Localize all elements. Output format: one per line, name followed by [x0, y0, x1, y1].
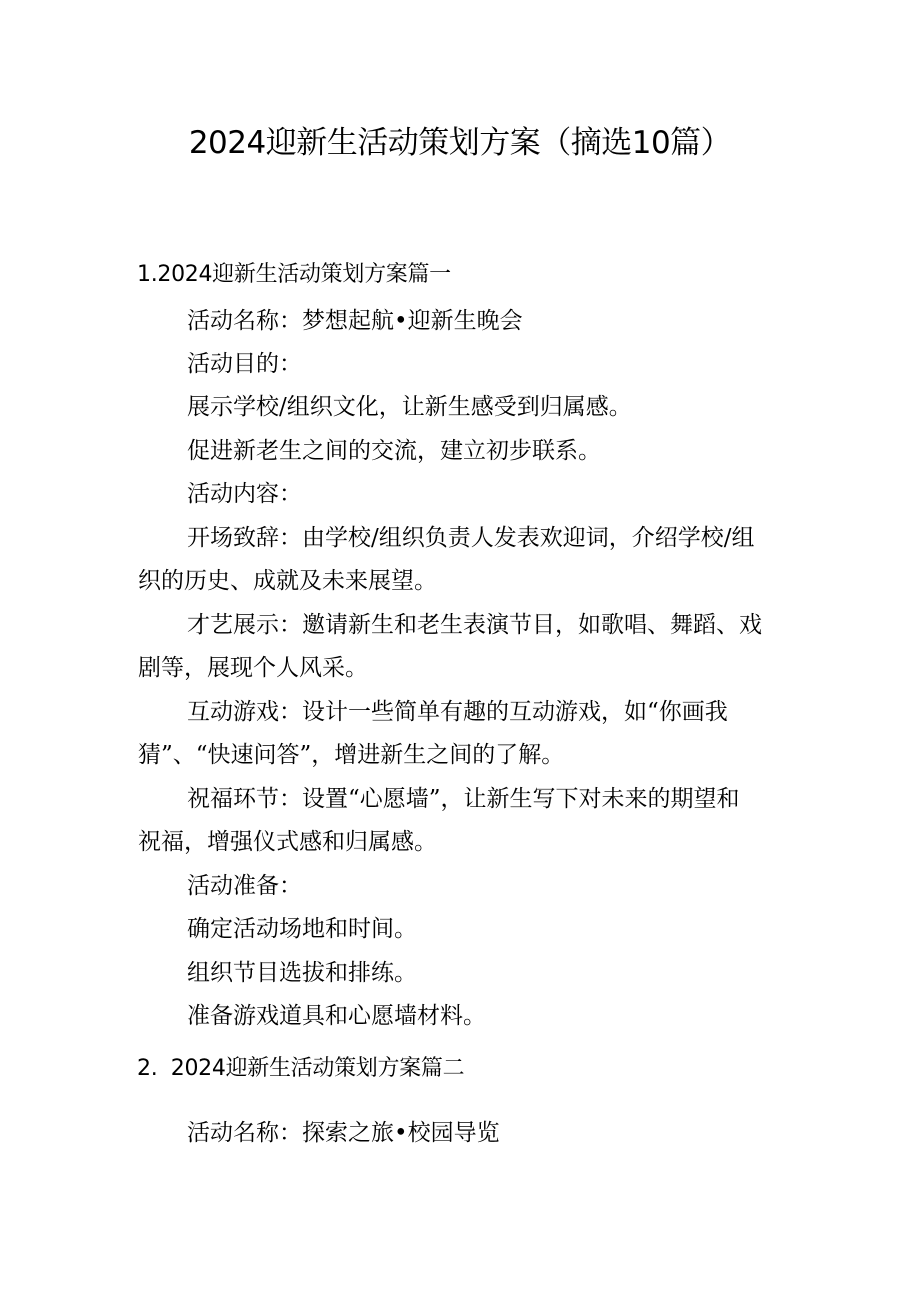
paragraph-line: 活动名称：探索之旅•校园导览 — [187, 1120, 500, 1146]
paragraph-line: 组织节目选拔和排练。 — [187, 960, 417, 986]
paragraph-line: 祝福环节：设置“心愿墙”，让新生写下对未来的期望和 — [187, 786, 740, 812]
paragraph-line: 剧等，展现个人风采。 — [138, 655, 368, 681]
paragraph-line: 开场致辞：由学校/组织负责人发表欢迎词，介绍学校/组 — [187, 525, 755, 551]
paragraph-line: 促进新老生之间的交流，建立初步联系。 — [187, 438, 601, 464]
paragraph-line: 祝福，增强仪式感和归属感。 — [138, 829, 437, 855]
paragraph-line: 准备游戏道具和心愿墙材料。 — [187, 1003, 486, 1029]
paragraph-line: 才艺展示：邀请新生和老生表演节目，如歌唱、舞蹈、戏 — [187, 612, 762, 638]
document-title: 2024迎新生活动策划方案（摘选10篇） — [188, 125, 732, 161]
paragraph-line: 活动准备： — [187, 873, 302, 899]
paragraph-line: 展示学校/组织文化，让新生感受到归属感。 — [187, 394, 632, 420]
paragraph-line: 活动目的： — [187, 351, 302, 377]
paragraph-line: 活动名称：梦想起航•迎新生晚会 — [187, 308, 523, 334]
section-1-heading: 1.2024迎新生活动策划方案篇一 — [137, 262, 451, 287]
paragraph-line: 猜”、“快速问答”，增进新生之间的了解。 — [138, 742, 565, 768]
paragraph-line: 织的历史、成就及未来展望。 — [138, 568, 437, 594]
paragraph-line: 互动游戏：设计一些简单有趣的互动游戏，如“你画我 — [187, 699, 728, 725]
section-2-heading: 2. 2024迎新生活动策划方案篇二 — [137, 1056, 465, 1081]
paragraph-line: 确定活动场地和时间。 — [187, 916, 417, 942]
paragraph-line: 活动内容： — [187, 481, 302, 507]
